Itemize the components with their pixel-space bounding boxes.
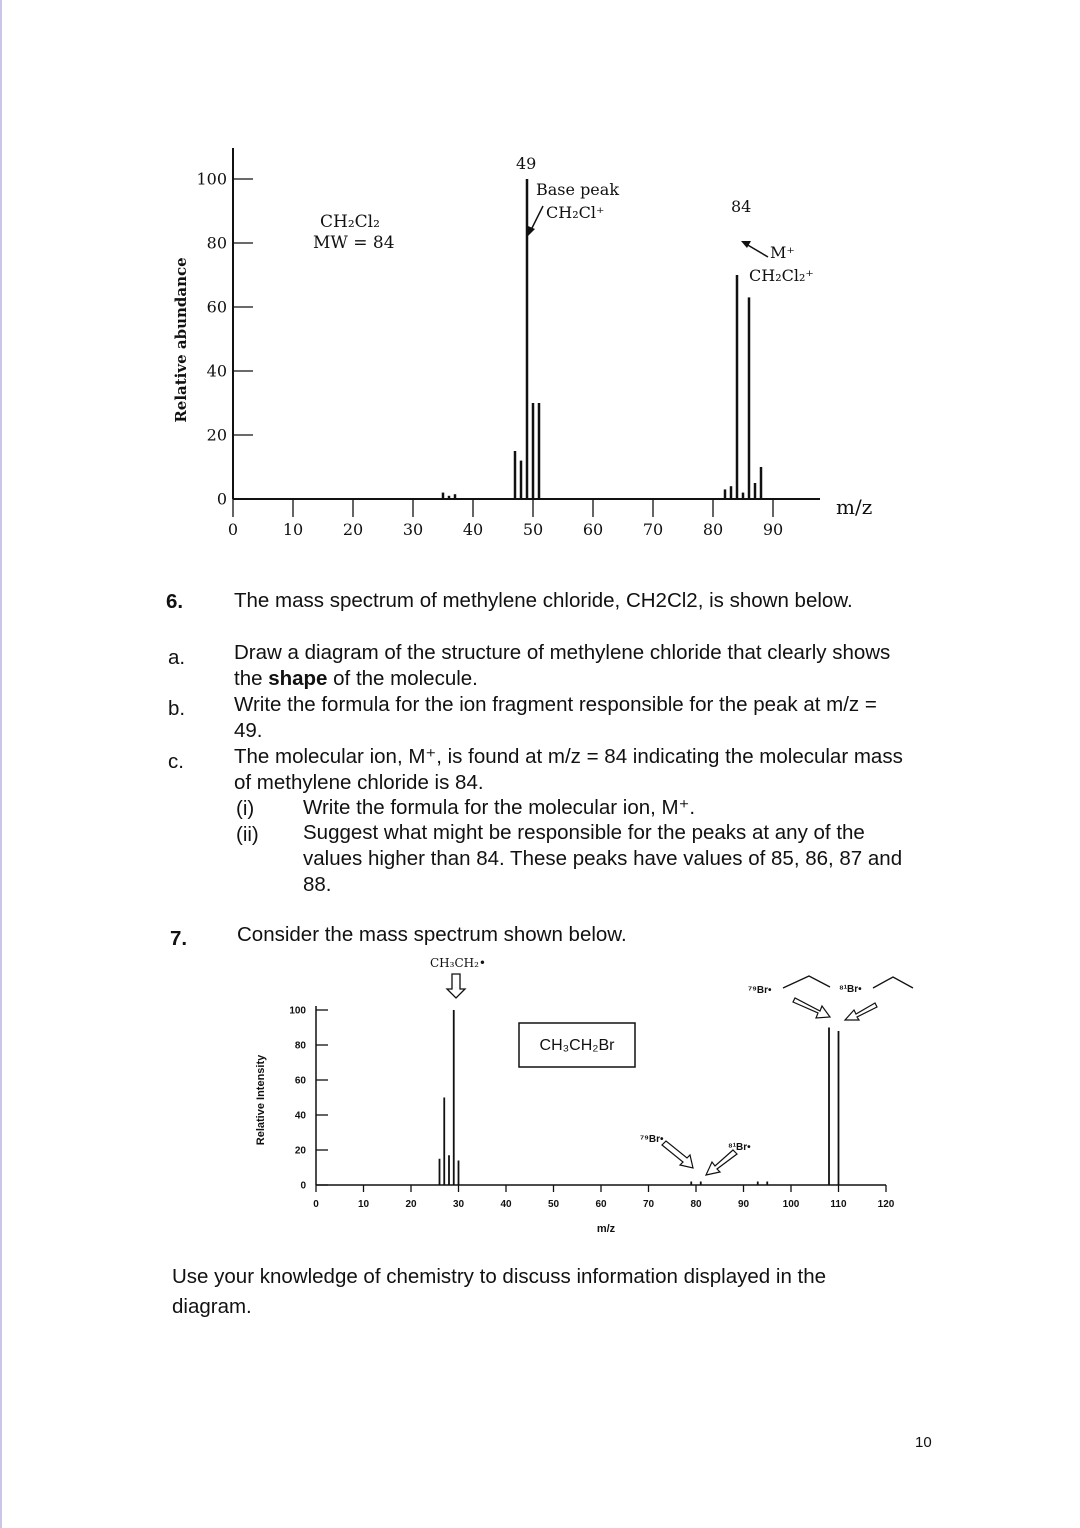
base-peak-label: Base peak bbox=[536, 180, 620, 199]
x-tick-label: 40 bbox=[500, 1199, 512, 1210]
br79-radical-lower: ⁷⁹Br• bbox=[640, 1134, 664, 1145]
q6a-text bbox=[234, 640, 894, 692]
y-tick-label: 0 bbox=[216, 489, 227, 509]
x-tick-label: 60 bbox=[595, 1199, 607, 1210]
q6b-text: Write the formula for the ion fragment responsible for the peak at m/z = 49. bbox=[234, 693, 877, 742]
br81-bond-line bbox=[873, 977, 913, 988]
x-tick-label: 30 bbox=[452, 1199, 465, 1210]
base-peak-ion-label: CH₂Cl⁺ bbox=[546, 203, 605, 222]
q6-text: The mass spectrum of methylene chloride, CH2Cl2, is shown below. bbox=[234, 589, 853, 612]
q6a-label: a. bbox=[168, 646, 186, 669]
y-tick-label: 40 bbox=[294, 1110, 306, 1122]
y-tick-label: 100 bbox=[289, 1005, 306, 1017]
x-tick-label: 120 bbox=[877, 1199, 895, 1210]
top-fragment-label: CH₃CH₂• bbox=[430, 956, 486, 970]
q6a-text-1: Draw a diagram of the structure of methylene chloride that clearly shows the bbox=[234, 641, 891, 690]
page-number: 10 bbox=[915, 1434, 932, 1451]
x-axis-label: m/z bbox=[836, 495, 873, 519]
x-tick-label: 0 bbox=[227, 520, 239, 539]
q6c-text: The molecular ion, M⁺, is found at m/z = 84 indicating the molecular mass of methylene chloride is 84. bbox=[234, 745, 903, 794]
x-tick-label: 110 bbox=[830, 1199, 847, 1210]
x-tick-label: 100 bbox=[782, 1199, 800, 1210]
br79-bond-line bbox=[783, 976, 830, 988]
q6c-ii-label: (ii) bbox=[236, 823, 259, 846]
y-tick-label: 100 bbox=[196, 169, 227, 189]
mass-spectrum-ch2cl2 bbox=[0, 0, 1080, 560]
molecular-ion-arrow bbox=[746, 244, 768, 257]
y-tick-label: 0 bbox=[300, 1180, 306, 1192]
hollow-arrow-to-110 bbox=[845, 1003, 877, 1020]
mw-label: MW = 84 bbox=[313, 233, 395, 253]
molecular-ion-formula: CH₂Cl₂⁺ bbox=[749, 266, 814, 285]
x-tick-label: 90 bbox=[737, 1199, 750, 1210]
br81-radical-lower: ⁸¹Br• bbox=[728, 1142, 751, 1153]
y-tick-label: 60 bbox=[206, 297, 227, 317]
y-tick-label: 20 bbox=[294, 1145, 306, 1157]
x-tick-label: 60 bbox=[582, 520, 604, 539]
x-tick-label: 50 bbox=[522, 520, 544, 539]
x-axis-label: m/z bbox=[596, 1223, 616, 1235]
fragment-down-arrow bbox=[447, 974, 465, 998]
q6c-ii-text: Suggest what might be responsible for the peaks at any of the values higher than 84. These peaks have values of 85, 86, 87 and 88. bbox=[303, 821, 903, 896]
q6b-label: b. bbox=[168, 697, 186, 720]
br79-radical-upper: ⁷⁹Br• bbox=[748, 985, 772, 996]
y-tick-label: 20 bbox=[206, 425, 227, 445]
q6-number: 6. bbox=[166, 590, 184, 613]
x-tick-label: 10 bbox=[357, 1199, 370, 1210]
q6a-text-2: of the molecule. bbox=[333, 667, 478, 690]
peak-84-label: 84 bbox=[731, 197, 752, 216]
y-tick-label: 60 bbox=[294, 1075, 306, 1087]
q6c-i-text: Write the formula for the molecular ion, M⁺. bbox=[303, 796, 696, 819]
x-tick-label: 80 bbox=[702, 520, 724, 539]
x-tick-label: 0 bbox=[313, 1199, 319, 1210]
y-tick-label: 80 bbox=[294, 1040, 306, 1052]
base-peak-arrowhead bbox=[528, 226, 535, 236]
y-axis-label: Relative Intensity bbox=[255, 1054, 267, 1146]
compound-label: CH₂Cl₂ bbox=[320, 212, 380, 232]
x-tick-label: 20 bbox=[405, 1199, 417, 1210]
hollow-arrow-to-108 bbox=[793, 998, 830, 1018]
q6c-i-label: (i) bbox=[236, 797, 255, 820]
peak-49-label: 49 bbox=[516, 154, 537, 173]
hollow-arrow-to-79 bbox=[662, 1141, 693, 1168]
q6c-label: c. bbox=[168, 750, 184, 773]
x-tick-label: 80 bbox=[690, 1199, 702, 1210]
q6a-bold-word: shape bbox=[268, 667, 328, 690]
br81-radical-upper: ⁸¹Br• bbox=[839, 984, 862, 995]
base-peak-arrow bbox=[531, 206, 543, 230]
q7-text: Consider the mass spectrum shown below. bbox=[237, 923, 627, 946]
y-axis-label: Relative abundance bbox=[172, 257, 190, 423]
q7-discuss-text: Use your knowledge of chemistry to discuss information displayed in the diagram. bbox=[172, 1265, 827, 1318]
x-tick-label: 70 bbox=[642, 1199, 655, 1210]
x-tick-label: 40 bbox=[462, 520, 484, 539]
x-tick-label: 10 bbox=[282, 520, 304, 539]
molecular-ion-arrowhead bbox=[741, 241, 751, 248]
hollow-arrow-to-81 bbox=[706, 1150, 737, 1175]
mass-spectrum-ch3ch2br bbox=[0, 940, 1080, 1240]
molecular-ion-label: M⁺ bbox=[770, 243, 795, 262]
q7-number: 7. bbox=[170, 927, 188, 950]
x-tick-label: 50 bbox=[547, 1199, 560, 1210]
y-tick-label: 80 bbox=[206, 233, 227, 253]
x-tick-label: 70 bbox=[642, 520, 664, 539]
x-tick-label: 90 bbox=[762, 520, 784, 539]
y-tick-label: 40 bbox=[206, 361, 227, 381]
x-tick-label: 20 bbox=[342, 520, 364, 539]
x-tick-label: 30 bbox=[402, 520, 424, 539]
compound-box-label: CH₃CH₂Br bbox=[539, 1037, 615, 1054]
